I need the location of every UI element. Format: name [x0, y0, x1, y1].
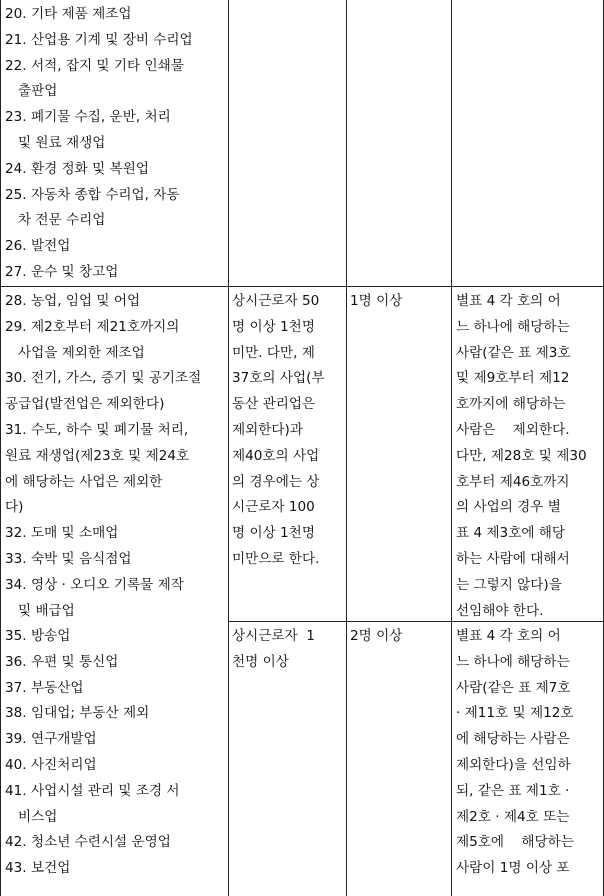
scale-cell-group2	[232, 624, 315, 676]
qualification-line: 제2호 · 제4호 또는	[456, 808, 570, 825]
industry-line: 23. 폐기물 수집, 운반, 처리	[5, 109, 171, 126]
scale-line: 동산 관리업은	[232, 396, 316, 413]
industry-line: 34. 영상 · 오디오 기록물 제작	[5, 576, 184, 593]
industry-line: 35. 방송업	[5, 628, 71, 644]
qualification-line: 느 하나에 해당하는	[456, 318, 570, 335]
scale-line: 37호의 사업(부	[232, 370, 325, 387]
qualification-line: 사람(같은 표 제3호	[456, 344, 571, 361]
industry-line: 38. 임대업; 부동산 제외	[5, 705, 150, 722]
industry-line: 차 전문 수리업	[5, 212, 106, 229]
industry-line: 및 원료 재생업	[5, 134, 106, 151]
count-cell-group1	[350, 289, 402, 315]
industry-line: 다)	[5, 499, 24, 516]
industry-list-top	[5, 2, 193, 286]
scale-line: 상시근로자 1	[232, 628, 315, 644]
row-divider	[0, 286, 604, 287]
scale-line: 상시근로자 50	[232, 293, 320, 309]
industry-line: 41. 사업시설 관리 및 조경 서	[5, 782, 180, 799]
industry-line: 비스업	[5, 808, 58, 825]
qualification-line: 는 그렇지 않다)을	[456, 576, 562, 593]
qualification-line: 별표 4 각 호의 어	[456, 628, 561, 644]
industry-line: 24. 환경 정화 및 복원업	[5, 160, 149, 177]
industry-line: 원료 재생업(제23호 및 제24호	[5, 447, 190, 464]
industry-list-group2	[5, 624, 180, 882]
scale-line: 제40호의 사업	[232, 447, 320, 464]
industry-line: 20. 기타 제품 제조업	[5, 6, 132, 22]
qualification-line: 다만, 제28호 및 제30	[456, 447, 587, 464]
scale-line: 천명 이상	[232, 653, 289, 670]
industry-line: 42. 청소년 수련시설 운영업	[5, 834, 171, 851]
scale-line: 의 경우에는 상	[232, 473, 320, 490]
qualification-line: 별표 4 각 호의 어	[456, 293, 561, 309]
industry-line: 27. 운수 및 창고업	[5, 263, 119, 280]
column-divider	[228, 0, 229, 896]
scale-line: 명 이상 1천명	[232, 318, 315, 335]
industry-line: 36. 우편 및 통신업	[5, 653, 119, 670]
industry-list-group1	[5, 289, 201, 624]
qualification-line: · 제11호 및 제12호	[456, 705, 574, 722]
industry-line: 29. 제2호부터 제21호까지의	[5, 318, 180, 335]
industry-line: 33. 숙박 및 음식점업	[5, 550, 132, 567]
qualification-line: 제외한다)을 선임하	[456, 756, 571, 773]
industry-line: 22. 서적, 잡지 및 기타 인쇄물	[5, 57, 184, 74]
qualification-line: 하는 사람에 대해서	[456, 550, 570, 567]
qualification-line: 제5호에 해당하는	[456, 834, 574, 851]
qualification-cell-group1	[456, 289, 587, 624]
qualification-line: 표 4 제3호에 해당	[456, 525, 566, 542]
column-divider	[0, 0, 1, 896]
qualification-line: 사람(같은 표 제7호	[456, 679, 571, 696]
industry-line: 출판업	[5, 83, 58, 100]
industry-line: 25. 자동차 종합 수리업, 자동	[5, 186, 180, 203]
qualification-line: 선임해야 한다.	[456, 602, 544, 619]
industry-line: 및 배급업	[5, 602, 75, 619]
industry-line: 32. 도매 및 소매업	[5, 525, 119, 542]
industry-line: 26. 발전업	[5, 238, 71, 255]
qualification-line: 에 해당하는 사람은	[456, 731, 570, 748]
column-divider	[451, 0, 452, 896]
qualification-line: 의 사업의 경우 별	[456, 499, 561, 516]
qualification-line: 및 제9호부터 제12	[456, 370, 570, 387]
count-line: 1명 이상	[350, 293, 403, 309]
industry-line: 43. 보건업	[5, 860, 71, 877]
count-line: 2명 이상	[350, 628, 403, 644]
industry-line: 30. 전기, 가스, 증기 및 공기조절	[5, 370, 202, 387]
qualification-cell-group2	[456, 624, 574, 882]
industry-line: 21. 산업용 기계 및 장비 수리업	[5, 31, 193, 48]
qualification-line: 사람이 1명 이상 포	[456, 860, 570, 877]
scale-cell-group1	[232, 289, 325, 573]
qualification-line: 사람은 제외한다.	[456, 421, 570, 438]
industry-line: 37. 부동산업	[5, 679, 84, 696]
qualification-line: 호까지에 해당하는	[456, 396, 566, 413]
scale-line: 제외한다)과	[232, 421, 303, 438]
industry-line: 28. 농업, 임업 및 어업	[5, 293, 141, 309]
qualification-line: 되, 같은 표 제1호 ·	[456, 782, 570, 799]
industry-line: 40. 사진처리업	[5, 756, 97, 773]
qualification-line: 호부터 제46호까지	[456, 473, 570, 490]
scale-line: 시근로자 100	[232, 499, 315, 516]
industry-line: 39. 연구개발업	[5, 731, 97, 748]
column-divider	[346, 0, 347, 896]
industry-line: 에 해당하는 사업은 제외한	[5, 473, 163, 490]
industry-line: 사업을 제외한 제조업	[5, 344, 145, 361]
qualification-line: 느 하나에 해당하는	[456, 653, 570, 670]
scale-line: 미만으로 한다.	[232, 550, 320, 567]
count-cell-group2	[350, 624, 402, 650]
industry-line: 공급업(발전업은 제외한다)	[5, 396, 165, 413]
scale-line: 명 이상 1천명	[232, 525, 315, 542]
industry-line: 31. 수도, 하수 및 폐기물 처리,	[5, 421, 189, 438]
scale-line: 미만. 다만, 제	[232, 344, 315, 361]
